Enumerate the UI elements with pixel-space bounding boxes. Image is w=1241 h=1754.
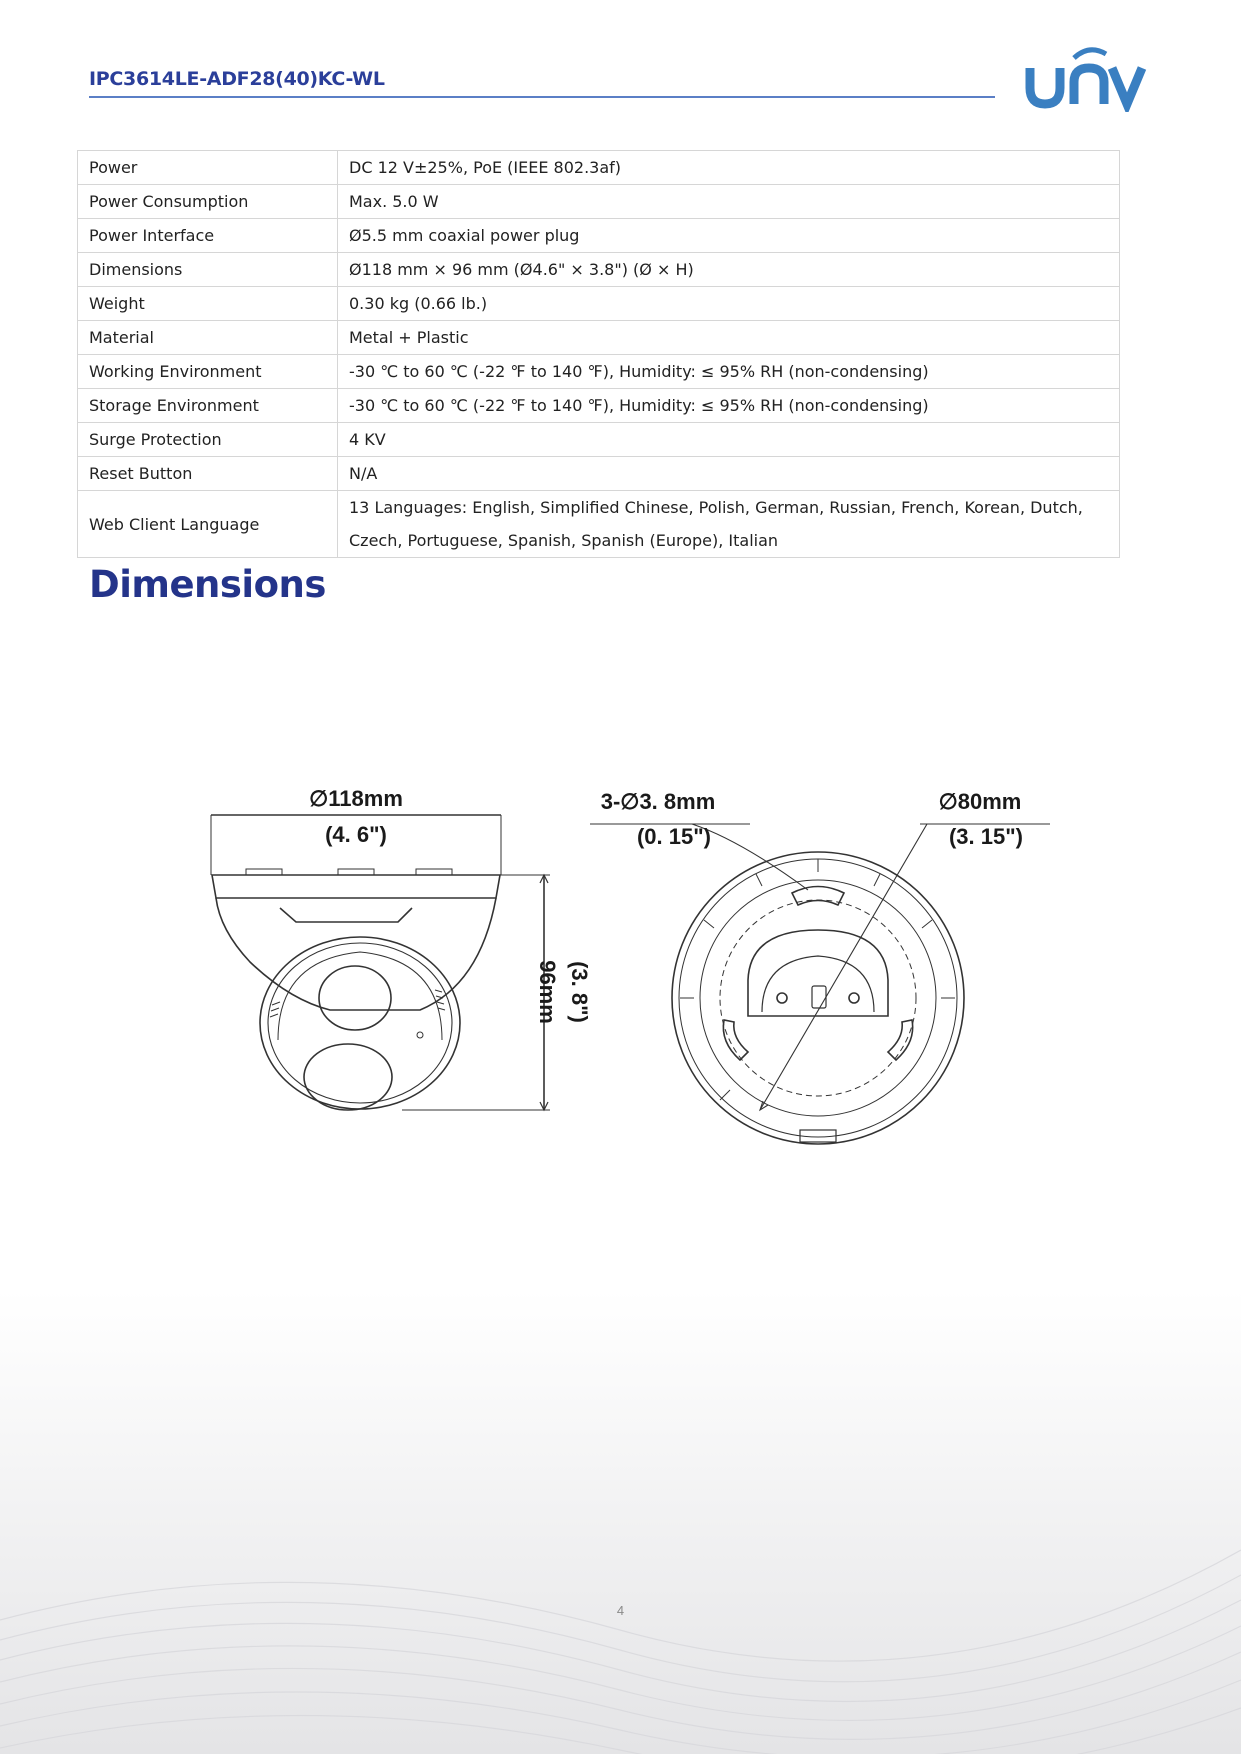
decorative-wave-background (0, 1290, 1241, 1754)
spec-key: Surge Protection (78, 423, 338, 457)
spec-value: Ø5.5 mm coaxial power plug (338, 219, 1120, 253)
spec-value (338, 491, 1120, 558)
table-row (78, 219, 1120, 253)
height-in-label: (3. 8") (567, 961, 592, 1023)
spec-key: Reset Button (78, 457, 338, 491)
spec-value: DC 12 V±25%, PoE (IEEE 802.3af) (338, 151, 1120, 185)
spec-value: Ø118 mm × 96 mm (Ø4.6" × 3.8") (Ø × H) (338, 253, 1120, 287)
spec-value: Max. 5.0 W (338, 185, 1120, 219)
table-row (78, 253, 1120, 287)
bottom-view (590, 824, 1050, 1144)
model-name: IPC3614LE-ADF28(40)KC-WL (89, 68, 385, 90)
table-row (78, 355, 1120, 389)
table-row (78, 151, 1120, 185)
table-row (78, 321, 1120, 355)
page-number: 4 (616, 1603, 625, 1618)
spec-value: -30 ℃ to 60 ℃ (-22 ℉ to 140 ℉), Humidity: ≤ 95% RH (non-condensing) (338, 355, 1120, 389)
holes-in-label: (0. 15") (636, 824, 712, 849)
table-row (78, 423, 1120, 457)
spec-key: Power (78, 151, 338, 185)
spec-key: Dimensions (78, 253, 338, 287)
spec-value-line: 13 Languages: English, Simplified Chinese, Polish, German, Russian, French, Korean, Dutch, (349, 498, 1083, 517)
header-divider (89, 96, 995, 98)
spec-value: N/A (338, 457, 1120, 491)
width-mm-label: ∅118mm (309, 786, 403, 811)
unv-logo (1024, 40, 1148, 112)
table-row (78, 457, 1120, 491)
base-in-label: (3. 15") (948, 824, 1024, 849)
height-mm-label: 96mm (535, 960, 560, 1024)
holes-mm-label: 3-∅3. 8mm (600, 789, 716, 814)
dimension-drawing (180, 780, 1080, 1160)
spec-value: 0.30 kg (0.66 lb.) (338, 287, 1120, 321)
spec-key: Power Interface (78, 219, 338, 253)
spec-value-line: Czech, Portuguese, Spanish, Spanish (Europe), Italian (349, 531, 779, 550)
table-row (78, 185, 1120, 219)
spec-key: Web Client Language (78, 491, 338, 558)
table-row (78, 491, 1120, 558)
width-in-label: (4. 6") (325, 822, 387, 847)
base-mm-label: ∅80mm (938, 789, 1022, 814)
table-row (78, 389, 1120, 423)
spec-value: Metal + Plastic (338, 321, 1120, 355)
table-row (78, 287, 1120, 321)
side-view (211, 815, 550, 1110)
spec-key: Working Environment (78, 355, 338, 389)
spec-key: Power Consumption (78, 185, 338, 219)
spec-value: -30 ℃ to 60 ℃ (-22 ℉ to 140 ℉), Humidity: ≤ 95% RH (non-condensing) (338, 389, 1120, 423)
dimensions-heading: Dimensions (89, 563, 326, 606)
spec-value: 4 KV (338, 423, 1120, 457)
spec-key: Weight (78, 287, 338, 321)
spec-key: Storage Environment (78, 389, 338, 423)
spec-key: Material (78, 321, 338, 355)
specifications-table (77, 150, 1120, 558)
